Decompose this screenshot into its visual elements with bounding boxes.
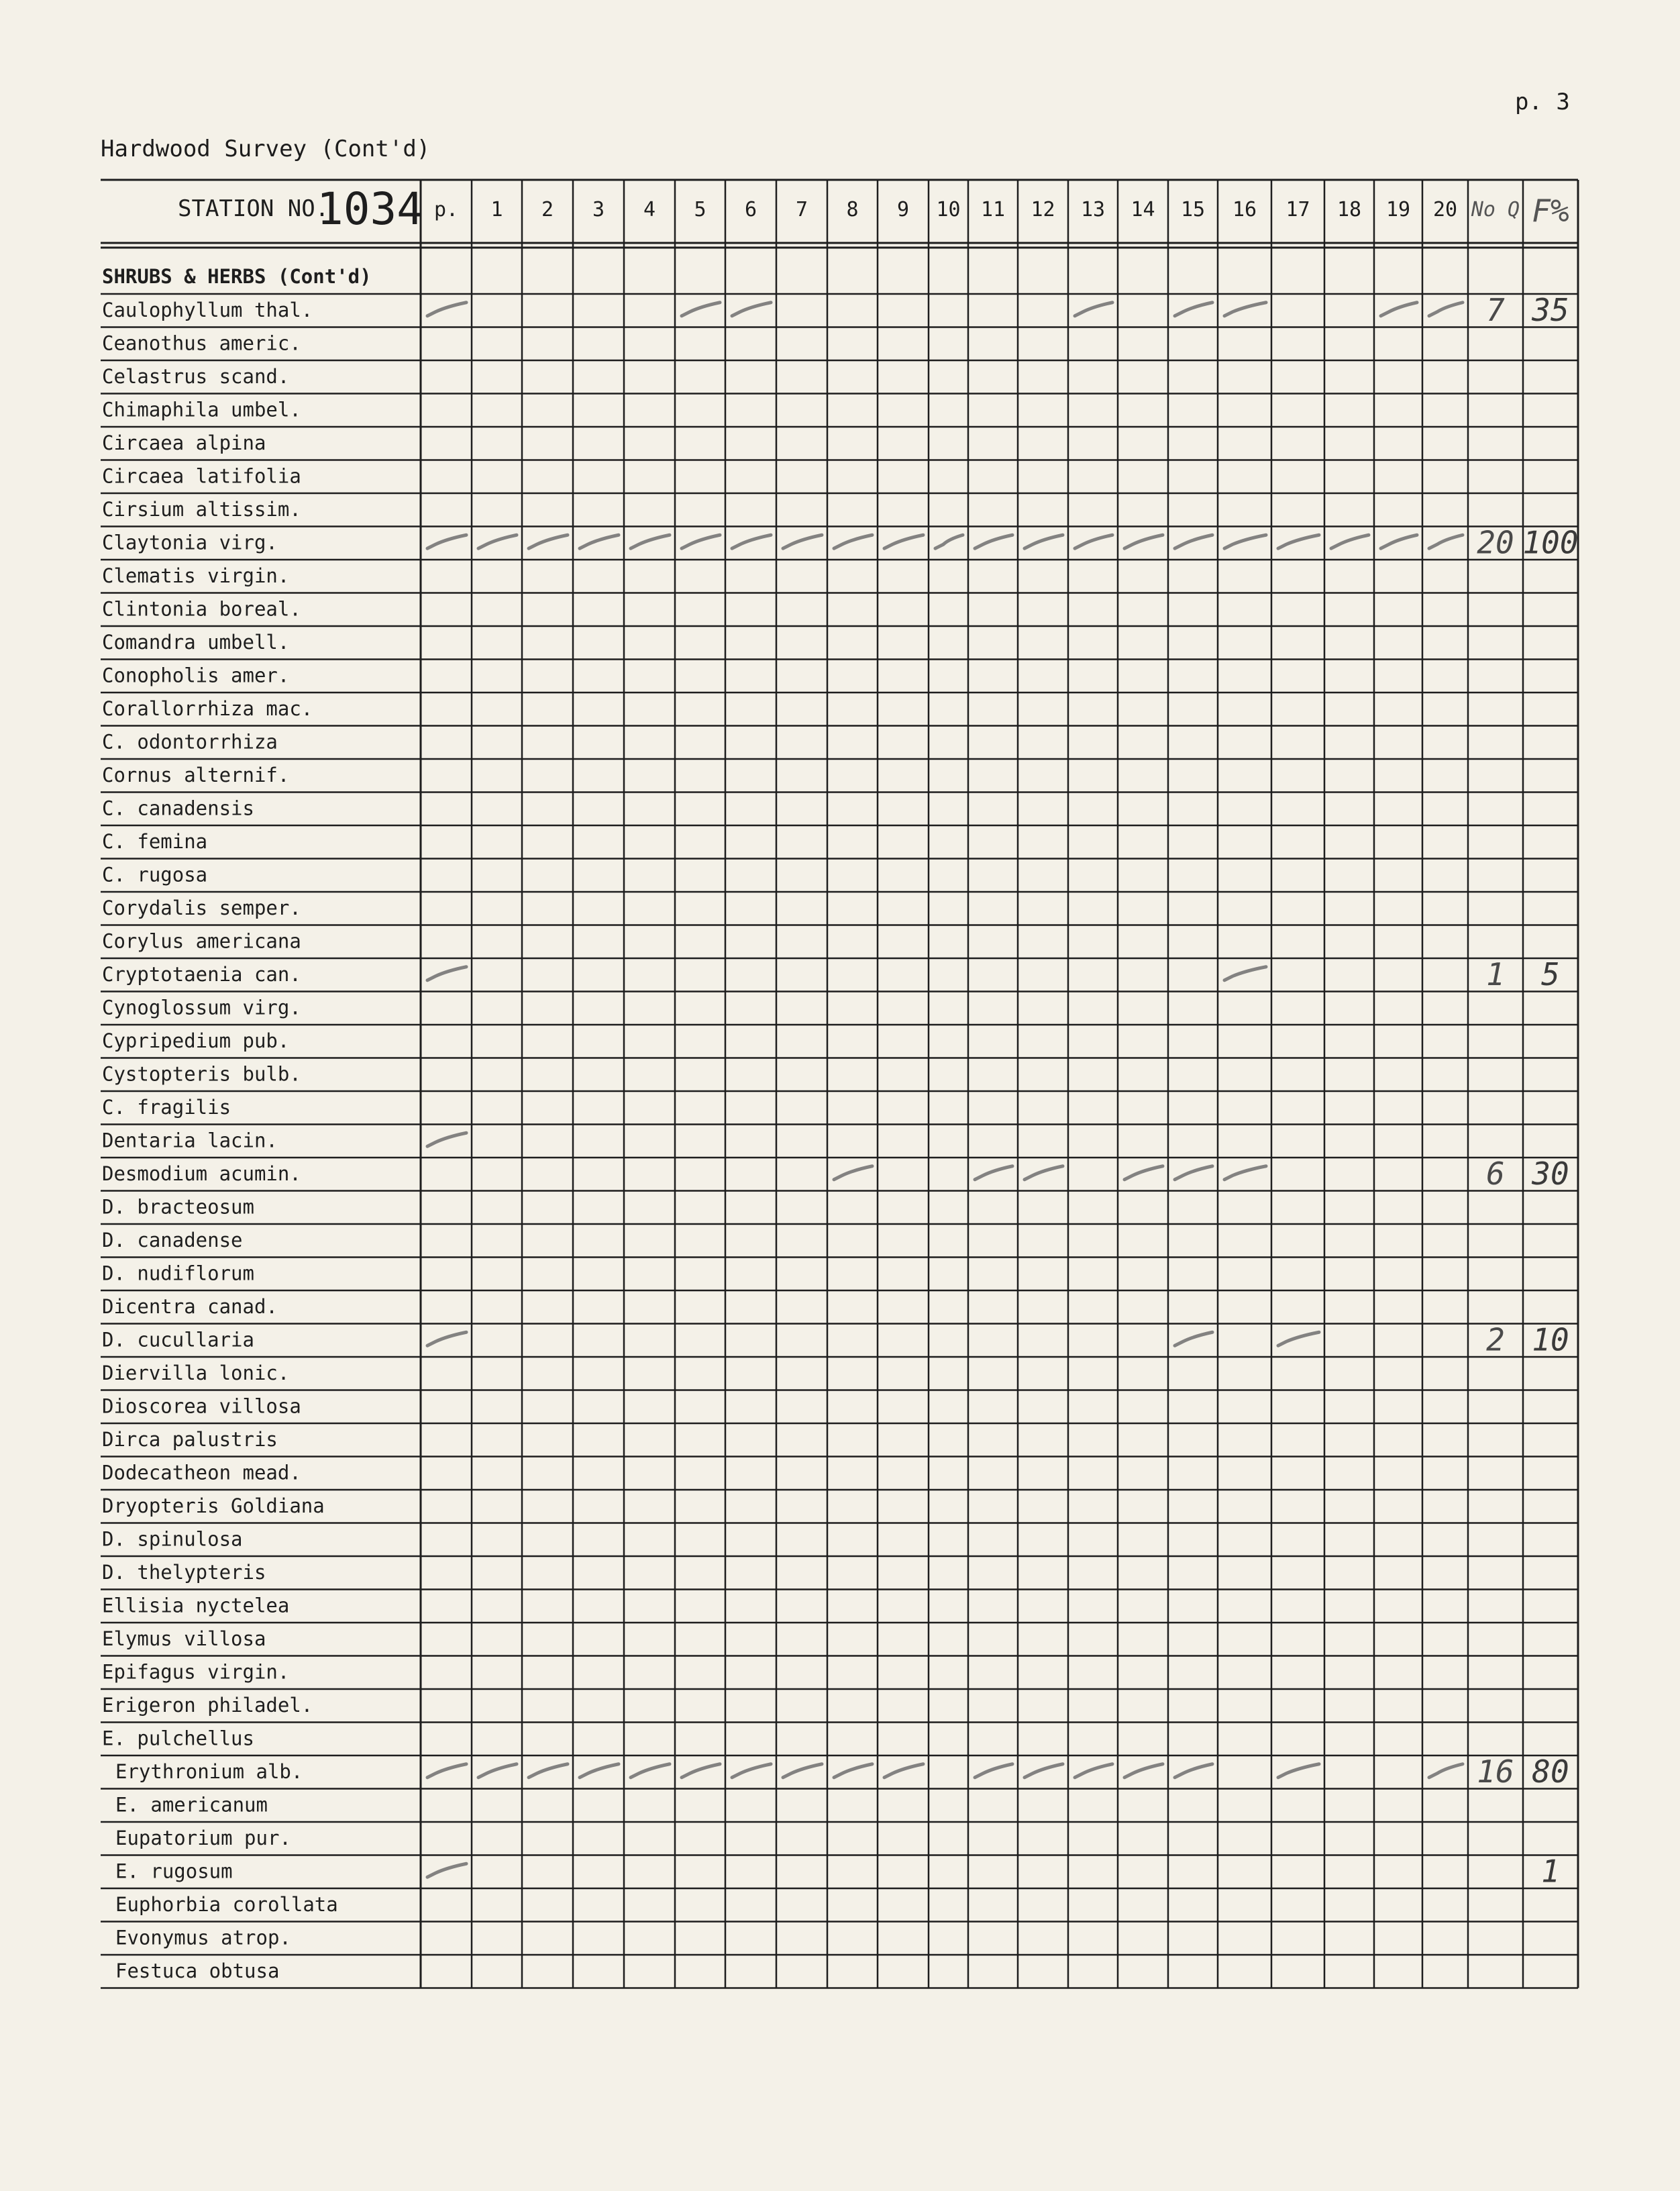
column-header: 20 xyxy=(1432,198,1458,221)
check-mark xyxy=(1175,303,1212,316)
frequency-percent: 35 xyxy=(1532,292,1569,328)
column-header: 1 xyxy=(490,198,503,221)
species-name: D. thelypteris xyxy=(102,1561,266,1584)
frequency-percent: 10 xyxy=(1532,1321,1569,1358)
occurrence-count: 2 xyxy=(1486,1321,1505,1358)
species-name: Celastrus scand. xyxy=(102,365,290,388)
check-mark xyxy=(1278,1764,1319,1778)
check-mark xyxy=(1124,1166,1163,1180)
species-name: Ellisia nyctelea xyxy=(102,1594,290,1617)
species-name: E. pulchellus xyxy=(102,1727,254,1750)
check-mark xyxy=(1175,1166,1212,1180)
table-grid xyxy=(101,180,1578,1988)
column-header: 12 xyxy=(1031,198,1055,221)
column-header: 19 xyxy=(1385,198,1411,221)
frequency-percent: 80 xyxy=(1532,1753,1569,1790)
check-mark xyxy=(1175,1764,1212,1778)
check-mark xyxy=(427,1332,466,1345)
check-mark xyxy=(1429,1764,1463,1778)
species-name: E. rugosum xyxy=(115,1859,233,1883)
check-mark xyxy=(732,535,771,548)
species-name: E. americanum xyxy=(115,1793,268,1817)
occurrence-count: 6 xyxy=(1486,1156,1505,1192)
species-name: D. spinulosa xyxy=(102,1527,243,1551)
column-header: 11 xyxy=(980,198,1006,221)
check-mark xyxy=(975,1764,1012,1778)
frequency-percent: 30 xyxy=(1532,1156,1569,1192)
column-header: 10 xyxy=(936,198,961,221)
check-mark xyxy=(1278,1332,1319,1345)
frequency-percent: 100 xyxy=(1522,524,1579,561)
species-name: Epifagus virgin. xyxy=(102,1660,290,1684)
f-column-header: F% xyxy=(1532,193,1569,229)
species-name: Dodecatheon mead. xyxy=(102,1461,301,1484)
column-header: 7 xyxy=(795,198,808,221)
species-name: D. canadense xyxy=(102,1229,243,1252)
species-name: D. nudiflorum xyxy=(102,1262,254,1285)
species-name: C. canadensis xyxy=(102,797,254,820)
species-name: Erythronium alb. xyxy=(115,1760,303,1783)
column-header: 9 xyxy=(896,198,910,221)
check-mark xyxy=(732,1764,771,1778)
check-mark xyxy=(1124,535,1163,548)
check-mark xyxy=(783,1764,822,1778)
species-name: Corallorrhiza mac. xyxy=(102,697,313,720)
check-mark xyxy=(1429,535,1463,548)
species-name: Cynoglossum virg. xyxy=(102,996,301,1019)
species-name: Cryptotaenia can. xyxy=(102,963,301,986)
species-name: Chimaphila umbel. xyxy=(102,398,301,421)
station-label: STATION NO. xyxy=(178,195,329,222)
check-mark xyxy=(682,1764,720,1778)
frequency-percent: 5 xyxy=(1541,956,1560,992)
species-name: Caulophyllum thal. xyxy=(102,299,313,321)
check-mark xyxy=(783,535,822,548)
check-mark xyxy=(884,535,923,548)
species-name: Dentaria lacin. xyxy=(102,1129,278,1152)
check-mark xyxy=(1175,535,1212,548)
species-name: Cystopteris bulb. xyxy=(102,1062,301,1086)
species-name: Ceanothus americ. xyxy=(102,332,301,355)
species-name: D. bracteosum xyxy=(102,1195,254,1219)
no-column-header: No Q xyxy=(1471,198,1520,221)
check-mark xyxy=(1381,303,1417,316)
check-mark xyxy=(580,1764,619,1778)
check-mark xyxy=(427,303,466,316)
column-header: 14 xyxy=(1131,198,1155,221)
check-mark xyxy=(1429,303,1463,316)
species-name: Conopholis amer. xyxy=(102,664,290,687)
check-mark xyxy=(834,535,872,548)
column-header: 13 xyxy=(1080,198,1106,221)
check-mark xyxy=(427,967,466,980)
column-header: 8 xyxy=(846,198,859,221)
survey-heading: Hardwood Survey (Cont'd) xyxy=(101,136,431,162)
occurrence-count: 7 xyxy=(1486,292,1505,328)
species-name: C. odontorrhiza xyxy=(102,730,278,754)
check-mark xyxy=(1075,1764,1112,1778)
species-name: Euphorbia corollata xyxy=(115,1893,338,1916)
species-name: D. cucullaria xyxy=(102,1328,254,1352)
species-name: C. rugosa xyxy=(102,863,208,886)
station-number: 1034 xyxy=(317,183,423,235)
check-mark xyxy=(1224,967,1266,980)
check-mark xyxy=(427,1864,466,1877)
check-mark xyxy=(1381,535,1417,548)
species-name: Dicentra canad. xyxy=(102,1295,278,1318)
species-name: Circaea alpina xyxy=(102,431,266,454)
species-name: Clintonia boreal. xyxy=(102,597,301,621)
species-name: Eupatorium pur. xyxy=(115,1827,291,1849)
check-mark xyxy=(427,1764,466,1778)
page-number: p. 3 xyxy=(1515,89,1570,115)
column-header: 15 xyxy=(1180,198,1206,221)
check-mark xyxy=(529,1764,568,1778)
species-name: Erigeron philadel. xyxy=(102,1694,313,1717)
check-mark xyxy=(1025,535,1063,548)
species-name: Dioscorea villosa xyxy=(102,1394,301,1418)
species-name: Corydalis semper. xyxy=(102,897,301,919)
species-name: Clematis virgin. xyxy=(102,564,290,587)
check-mark xyxy=(682,303,720,316)
species-name: Corylus americana xyxy=(102,929,301,953)
table-header xyxy=(178,183,1569,235)
column-header: 17 xyxy=(1285,198,1310,221)
check-mark xyxy=(1025,1166,1063,1180)
species-name: Cypripedium pub. xyxy=(102,1029,290,1052)
species-name: Claytonia virg. xyxy=(102,531,278,554)
check-mark xyxy=(1224,535,1266,548)
species-name: C. femina xyxy=(102,830,208,853)
species-name: Cirsium altissim. xyxy=(102,498,301,521)
section-label: SHRUBS & HERBS (Cont'd) xyxy=(102,265,372,288)
check-mark xyxy=(631,1764,670,1778)
check-mark xyxy=(1331,535,1369,548)
check-mark xyxy=(935,535,963,548)
species-name: Comandra umbell. xyxy=(102,631,290,654)
species-name: Circaea latifolia xyxy=(102,464,301,488)
species-name: Dryopteris Goldiana xyxy=(102,1494,325,1517)
species-name: Dirca palustris xyxy=(102,1428,278,1451)
check-mark xyxy=(427,1133,466,1146)
species-name: Diervilla lonic. xyxy=(102,1362,290,1384)
check-mark xyxy=(732,303,771,316)
column-header: 16 xyxy=(1232,198,1257,221)
column-header: 6 xyxy=(744,198,757,221)
column-header: 2 xyxy=(541,198,554,221)
check-mark xyxy=(478,1764,517,1778)
check-mark xyxy=(580,535,619,548)
check-mark xyxy=(834,1764,872,1778)
column-header: p. xyxy=(433,198,459,221)
check-mark xyxy=(1175,1332,1212,1345)
species-name: Festuca obtusa xyxy=(115,1959,280,1982)
check-mark xyxy=(1124,1764,1163,1778)
column-header: 4 xyxy=(643,198,656,221)
species-name: Cornus alternif. xyxy=(102,764,290,786)
check-mark xyxy=(975,1166,1012,1180)
species-name: Desmodium acumin. xyxy=(102,1162,301,1185)
check-mark xyxy=(834,1166,872,1180)
species-name: C. fragilis xyxy=(102,1096,231,1119)
check-mark xyxy=(427,535,466,548)
check-mark xyxy=(631,535,670,548)
column-header: 5 xyxy=(694,198,706,221)
frequency-percent: 1 xyxy=(1541,1853,1560,1890)
check-mark xyxy=(1025,1764,1063,1778)
column-header: 18 xyxy=(1336,198,1362,221)
check-mark xyxy=(682,535,720,548)
check-mark xyxy=(1075,535,1112,548)
check-mark xyxy=(884,1764,923,1778)
check-mark xyxy=(1224,1166,1266,1180)
check-mark xyxy=(478,535,517,548)
check-mark xyxy=(529,535,568,548)
species-name: Evonymus atrop. xyxy=(115,1926,291,1949)
occurrence-count: 20 xyxy=(1477,524,1514,561)
check-mark xyxy=(1278,535,1319,548)
species-name: Elymus villosa xyxy=(102,1627,266,1650)
occurrence-count: 1 xyxy=(1486,956,1505,992)
check-mark xyxy=(1075,303,1112,316)
column-header: 3 xyxy=(592,198,605,221)
occurrence-count: 16 xyxy=(1477,1753,1514,1790)
check-mark xyxy=(975,535,1012,548)
check-mark xyxy=(1224,303,1266,316)
